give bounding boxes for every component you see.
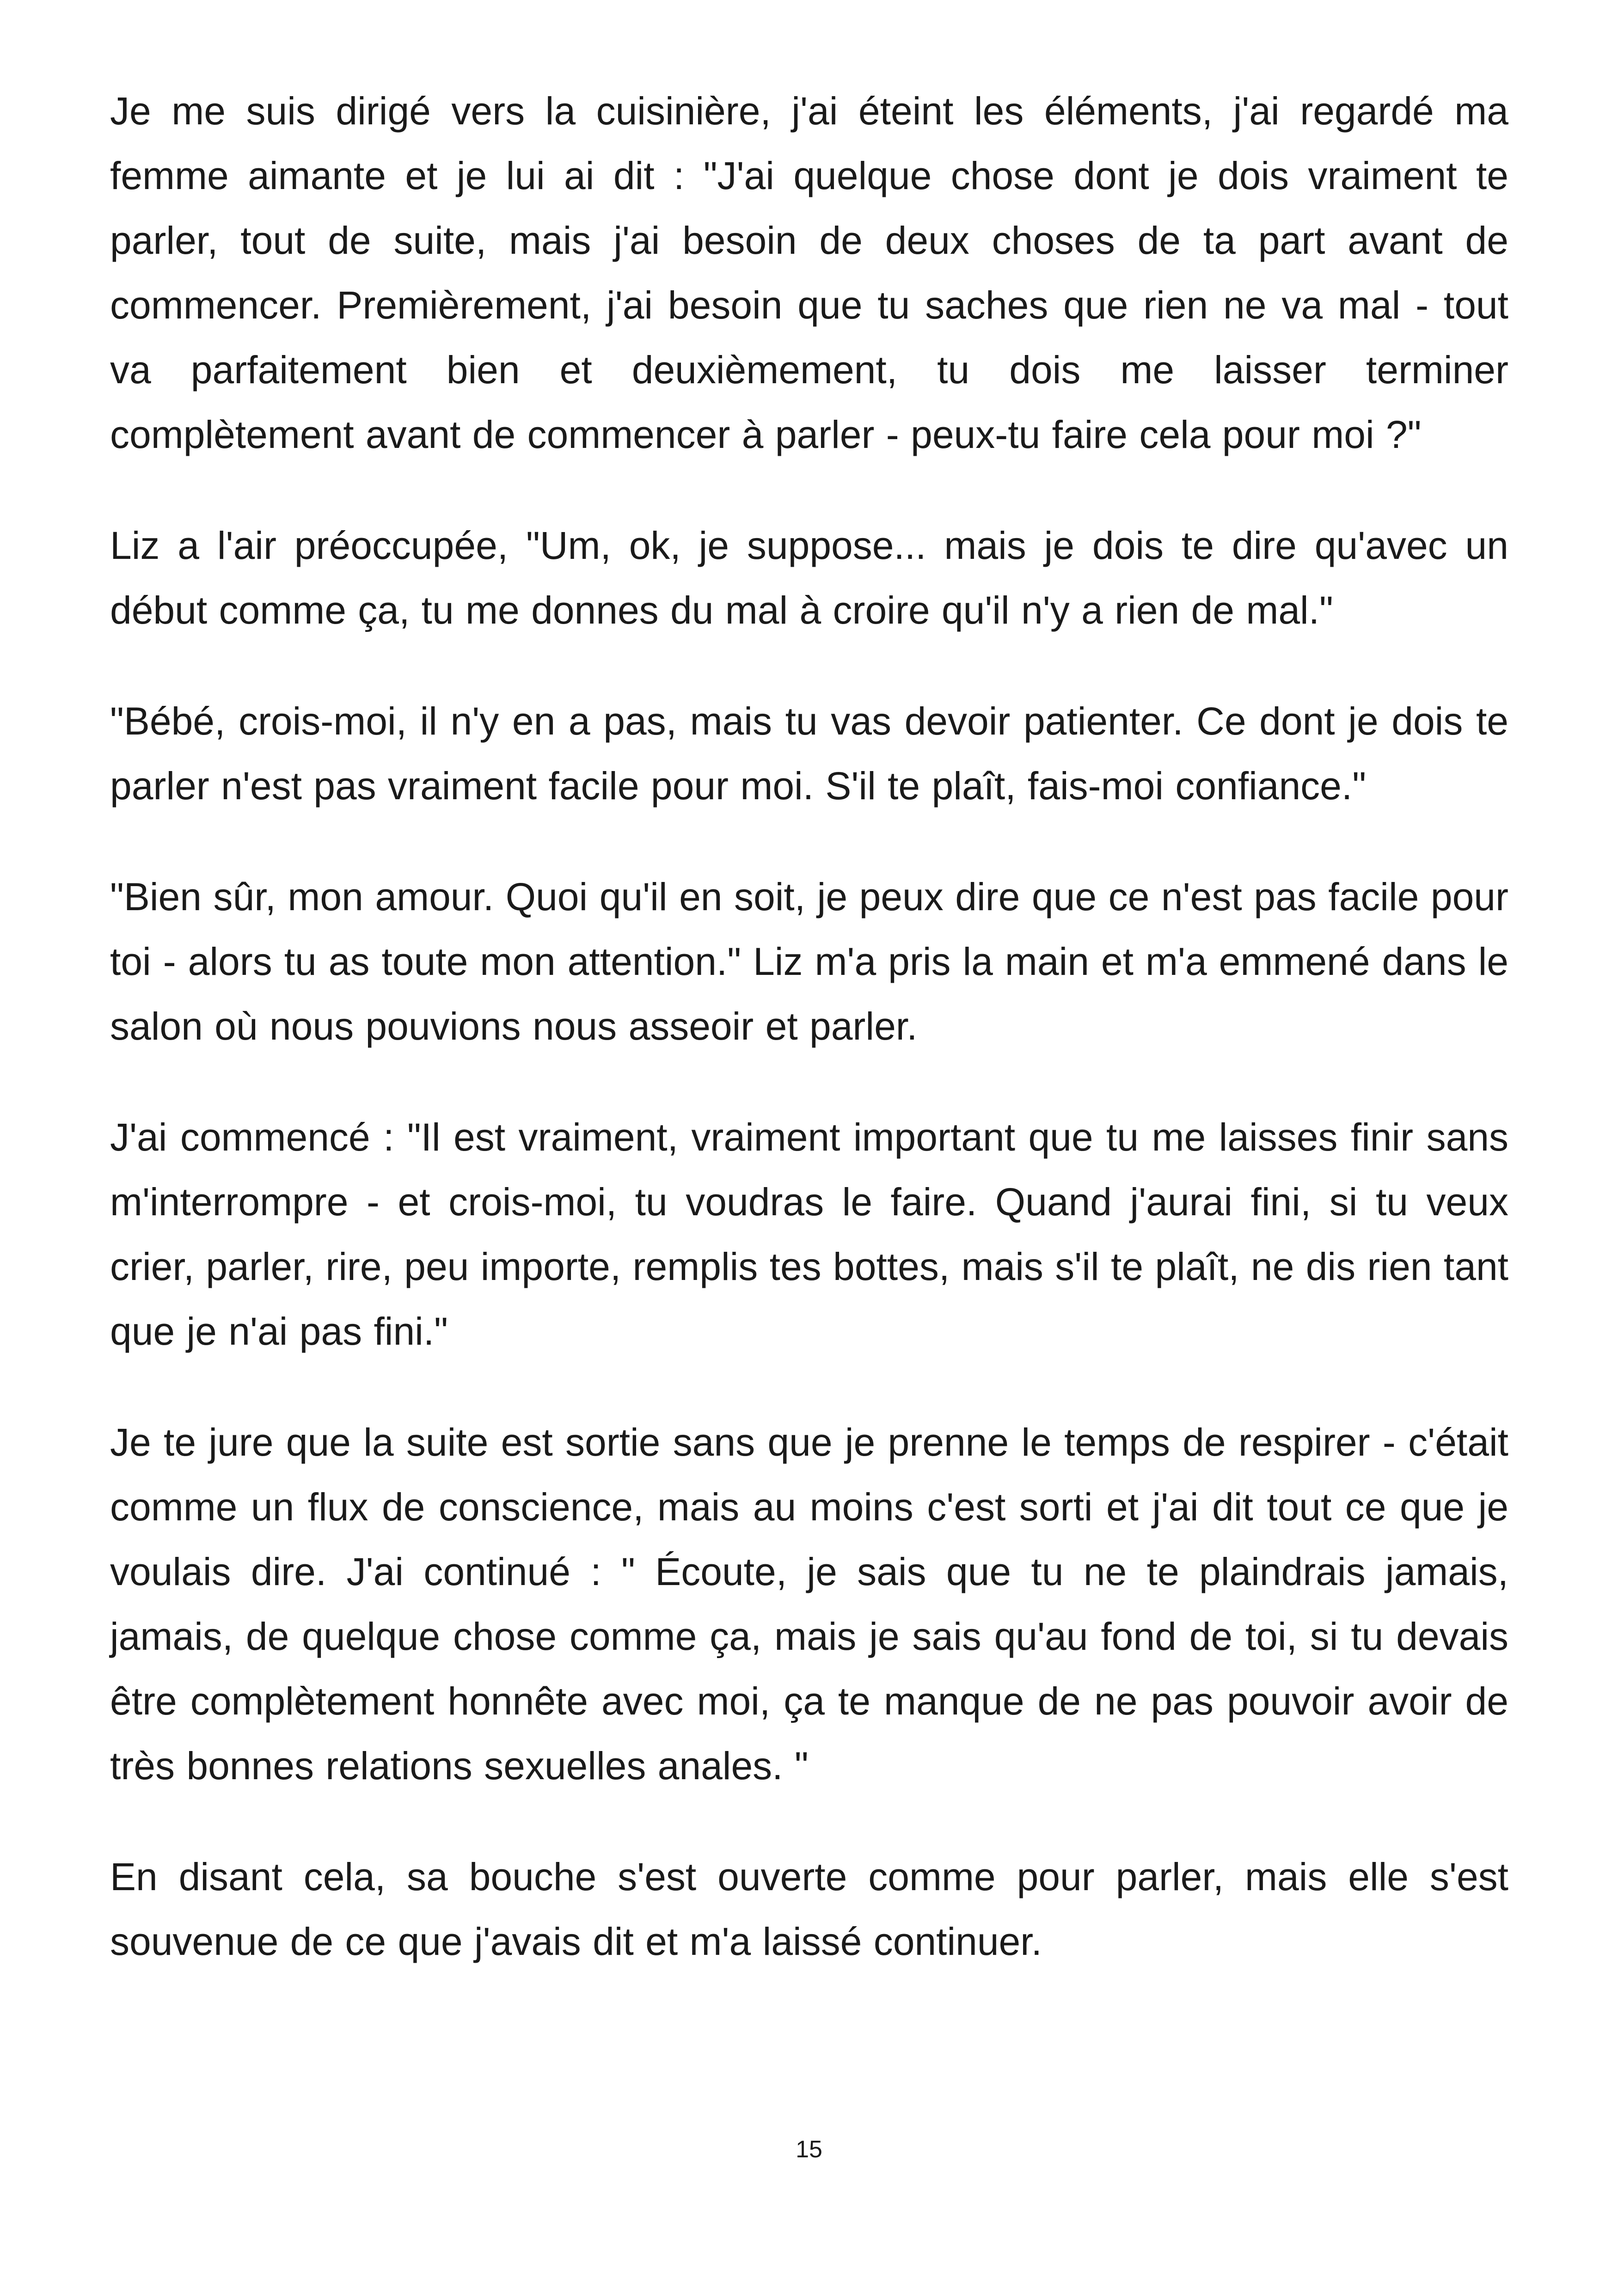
paragraph: "Bébé, crois-moi, il n'y en a pas, mais tu vas devoir patienter. Ce dont je dois te parler n'est pas vraiment facile pour moi. S'il te plaît, fais-moi confiance." [110,699,1508,808]
paragraph: Liz a l'air préoccupée, "Um, ok, je suppose... mais je dois te dire qu'avec un début comme ça, tu me donnes du mal à croire qu'il n'y a rien de mal." [110,524,1508,632]
paragraph: Je me suis dirigé vers la cuisinière, j'ai éteint les éléments, j'ai regardé ma femme aimante et je lui ai dit : "J'ai quelque chose dont je dois vraiment te parler, tout de suite, mais j'ai besoin de deux choses de ta part avant de commencer. Premièrement, j'ai besoin que tu saches que rien ne va mal - tout va parfaitement bien et deuxièmement, tu dois me laisser terminer complètement avant de commencer à parler - peux-tu faire cela pour moi ?" [110,89,1508,456]
body-text [110,79,1508,2020]
paragraph: En disant cela, sa bouche s'est ouverte comme pour parler, mais elle s'est souvenue de ce que j'avais dit et m'a laissé continuer. [110,1855,1508,1963]
page-number: 15 [796,2136,822,2163]
paragraph: J'ai commencé : "Il est vraiment, vraiment important que tu me laisses finir sans m'interrompre - et crois-moi, tu voudras le faire. Quand j'aurai fini, si tu veux crier, parler, rire, peu importe, remplis tes bottes, mais s'il te plaît, ne dis rien tant que je n'ai pas fini." [110,1115,1508,1353]
paragraph: Je te jure que la suite est sortie sans que je prenne le temps de respirer - c'était comme un flux de conscience, mais au moins c'est sorti et j'ai dit tout ce que je voulais dire. J'ai continué : " Écoute, je sais que tu ne te plaindrais jamais, jamais, de quelque chose comme ça, mais je sais qu'au fond de toi, si tu devais être complètement honnête avec moi, ça te manque de ne pas pouvoir avoir de très bonnes relations sexuelles anales. " [110,1420,1508,1788]
paragraph: "Bien sûr, mon amour. Quoi qu'il en soit, je peux dire que ce n'est pas facile pour toi - alors tu as toute mon attention." Liz m'a pris la main et m'a emmené dans le salon où nous pouvions nous asseoir et parler. [110,875,1508,1048]
